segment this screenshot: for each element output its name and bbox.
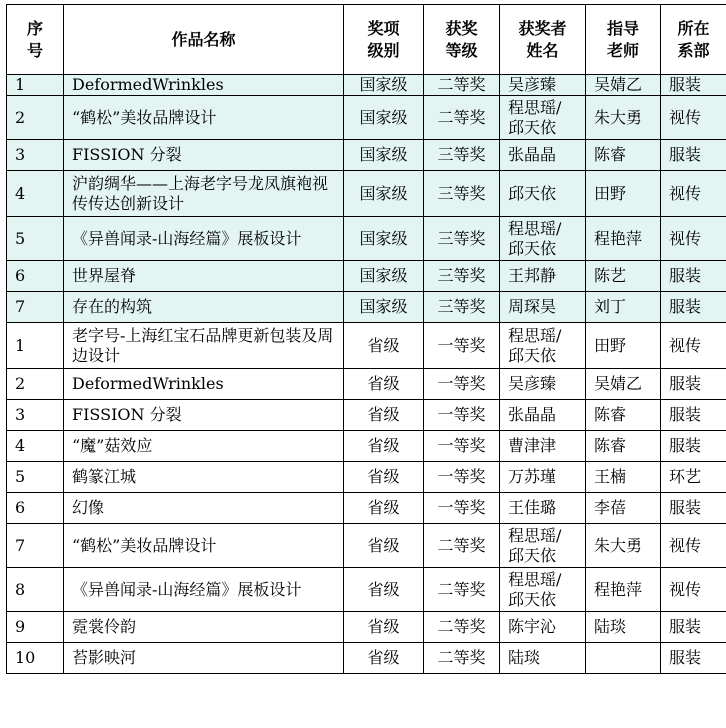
cell-winner (500, 75, 586, 96)
cell-grade-text: 二等奖 (437, 648, 485, 667)
cell-title-text: 存在的构筑 (72, 297, 152, 316)
cell-level-text: 国家级 (359, 75, 407, 94)
cell-teacher (586, 493, 661, 524)
cell-index-text: 1 (15, 336, 25, 355)
header-title (64, 5, 344, 75)
header-teacher-label: 指导老师 (605, 18, 640, 62)
cell-index (7, 261, 64, 292)
cell-title-text: “魔”菇效应 (72, 436, 152, 455)
cell-index-text: 1 (15, 75, 25, 94)
cell-teacher (586, 292, 661, 323)
cell-level (344, 524, 424, 568)
header-grade (424, 5, 500, 75)
cell-department-text: 视传 (669, 336, 701, 355)
cell-teacher-text: 陆琰 (594, 617, 626, 636)
table-row (7, 643, 726, 674)
cell-title-text: 《异兽闻录-山海经篇》展板设计 (72, 580, 301, 599)
cell-winner-text: 陆琰 (508, 648, 572, 668)
cell-level (344, 140, 424, 171)
cell-index (7, 96, 64, 140)
cell-department (661, 217, 726, 261)
cell-title (64, 369, 344, 400)
cell-level-text: 国家级 (359, 297, 407, 316)
cell-grade (424, 217, 500, 261)
cell-index (7, 462, 64, 493)
cell-index-text: 2 (15, 108, 25, 127)
header-index-label: 序号 (26, 18, 44, 62)
cell-index (7, 524, 64, 568)
cell-department-text: 服装 (669, 436, 701, 455)
cell-teacher (586, 75, 661, 96)
cell-teacher (586, 96, 661, 140)
cell-department (661, 400, 726, 431)
cell-title (64, 493, 344, 524)
awards-table-container (6, 4, 726, 674)
table-header (7, 5, 726, 75)
cell-level (344, 400, 424, 431)
cell-index-text: 7 (15, 536, 25, 555)
cell-grade-text: 一等奖 (437, 374, 485, 393)
cell-winner-text: 陈宇沁 (508, 617, 572, 637)
table-row (7, 323, 726, 369)
cell-level-text: 国家级 (359, 108, 407, 127)
cell-teacher (586, 171, 661, 217)
cell-department (661, 493, 726, 524)
cell-winner-text: 邱天依 (508, 184, 572, 204)
cell-department (661, 261, 726, 292)
cell-grade-text: 三等奖 (437, 184, 485, 203)
cell-winner (500, 96, 586, 140)
cell-teacher (586, 140, 661, 171)
cell-department-text: 服装 (669, 648, 701, 667)
cell-grade-text: 一等奖 (437, 336, 485, 355)
cell-teacher (586, 524, 661, 568)
cell-grade-text: 一等奖 (437, 405, 485, 424)
cell-grade-text: 二等奖 (437, 108, 485, 127)
cell-winner-text: 吴彦臻 (508, 374, 572, 394)
cell-grade (424, 75, 500, 96)
cell-department-text: 服装 (669, 75, 701, 94)
header-row (7, 5, 726, 75)
header-winner (500, 5, 586, 75)
cell-department (661, 524, 726, 568)
cell-index-text: 5 (15, 229, 25, 248)
cell-department (661, 568, 726, 612)
cell-teacher-text: 陈睿 (594, 405, 626, 424)
cell-grade (424, 524, 500, 568)
cell-index-text: 9 (15, 617, 25, 636)
header-title-label: 作品名称 (171, 29, 235, 51)
cell-grade (424, 462, 500, 493)
cell-index (7, 171, 64, 217)
cell-grade-text: 三等奖 (437, 145, 485, 164)
table-row (7, 431, 726, 462)
cell-level-text: 省级 (367, 498, 399, 517)
cell-title (64, 171, 344, 217)
cell-title (64, 75, 344, 96)
cell-winner-text: 张晶晶 (508, 145, 572, 165)
cell-winner (500, 431, 586, 462)
cell-title (64, 217, 344, 261)
cell-department-text: 服装 (669, 498, 701, 517)
cell-grade (424, 96, 500, 140)
cell-department-text: 服装 (669, 617, 701, 636)
cell-index-text: 4 (15, 436, 25, 455)
table-row (7, 75, 726, 96)
cell-teacher-text: 李蓓 (594, 498, 626, 517)
cell-winner (500, 292, 586, 323)
cell-title (64, 524, 344, 568)
cell-grade (424, 431, 500, 462)
cell-title-text: FISSION 分裂 (72, 405, 182, 424)
cell-index (7, 643, 64, 674)
cell-level (344, 643, 424, 674)
cell-level (344, 462, 424, 493)
table-row (7, 140, 726, 171)
cell-department-text: 视传 (669, 580, 701, 599)
cell-index-text: 6 (15, 266, 25, 285)
cell-index (7, 493, 64, 524)
cell-index-text: 3 (15, 405, 25, 424)
cell-grade-text: 一等奖 (437, 467, 485, 486)
cell-winner-text: 曹津津 (508, 436, 572, 456)
cell-title (64, 323, 344, 369)
cell-teacher-text: 田野 (594, 336, 626, 355)
cell-title (64, 261, 344, 292)
cell-winner (500, 217, 586, 261)
cell-teacher-text: 刘丁 (594, 297, 626, 316)
header-department (661, 5, 726, 75)
cell-teacher-text: 朱大勇 (594, 536, 642, 555)
cell-grade-text: 二等奖 (437, 617, 485, 636)
cell-department-text: 环艺 (669, 467, 701, 486)
header-winner-label: 获奖者姓名 (517, 18, 568, 62)
cell-level (344, 369, 424, 400)
cell-teacher (586, 568, 661, 612)
cell-title (64, 400, 344, 431)
awards-table (6, 4, 726, 674)
cell-teacher-text: 吴婧乙 (594, 374, 642, 393)
cell-level (344, 612, 424, 643)
cell-title-text: FISSION 分裂 (72, 145, 182, 164)
cell-index (7, 75, 64, 96)
cell-level (344, 431, 424, 462)
cell-grade-text: 一等奖 (437, 436, 485, 455)
header-index (7, 5, 64, 75)
cell-winner (500, 524, 586, 568)
cell-grade-text: 三等奖 (437, 229, 485, 248)
cell-level (344, 75, 424, 96)
header-department-label: 所在系部 (676, 18, 711, 62)
cell-level (344, 96, 424, 140)
header-teacher (586, 5, 661, 75)
cell-department-text: 服装 (669, 374, 701, 393)
cell-title-text: 幻像 (72, 498, 104, 517)
cell-grade-text: 三等奖 (437, 297, 485, 316)
cell-winner (500, 568, 586, 612)
cell-department (661, 369, 726, 400)
cell-winner-text: 程思瑶/邱天依 (508, 98, 572, 138)
cell-grade (424, 261, 500, 292)
cell-level-text: 省级 (367, 405, 399, 424)
cell-title-text: DeformedWrinkles (72, 374, 224, 393)
table-row (7, 292, 726, 323)
cell-department (661, 292, 726, 323)
cell-grade-text: 三等奖 (437, 266, 485, 285)
header-grade-label: 获奖等级 (444, 18, 479, 62)
cell-title-text: 世界屋脊 (72, 266, 136, 285)
cell-department (661, 612, 726, 643)
cell-grade (424, 643, 500, 674)
cell-winner (500, 612, 586, 643)
cell-winner-text: 周琛昊 (508, 297, 572, 317)
cell-department (661, 643, 726, 674)
cell-title (64, 292, 344, 323)
cell-teacher-text: 程艳萍 (594, 229, 642, 248)
cell-grade (424, 323, 500, 369)
cell-index (7, 323, 64, 369)
cell-teacher (586, 261, 661, 292)
cell-winner (500, 493, 586, 524)
cell-title-text: 沪韵绸华——上海老字号龙凤旗袍视传传达创新设计 (72, 174, 328, 213)
cell-winner (500, 171, 586, 217)
cell-index (7, 400, 64, 431)
cell-department-text: 服装 (669, 145, 701, 164)
cell-title-text: 鹤篆江城 (72, 467, 136, 486)
cell-winner (500, 323, 586, 369)
cell-level-text: 省级 (367, 580, 399, 599)
cell-grade (424, 171, 500, 217)
cell-level-text: 省级 (367, 436, 399, 455)
cell-winner (500, 643, 586, 674)
cell-level-text: 省级 (367, 617, 399, 636)
cell-level-text: 国家级 (359, 266, 407, 285)
cell-department (661, 171, 726, 217)
cell-department (661, 323, 726, 369)
cell-winner (500, 140, 586, 171)
cell-winner-text: 程思瑶/邱天依 (508, 526, 572, 566)
cell-department (661, 140, 726, 171)
cell-department-text: 服装 (669, 266, 701, 285)
cell-level-text: 省级 (367, 467, 399, 486)
cell-level-text: 省级 (367, 536, 399, 555)
cell-teacher (586, 643, 661, 674)
cell-level-text: 省级 (367, 336, 399, 355)
cell-grade (424, 292, 500, 323)
cell-title-text: “鹤松”美妆品牌设计 (72, 108, 216, 127)
cell-grade (424, 400, 500, 431)
cell-level-text: 省级 (367, 648, 399, 667)
cell-title (64, 568, 344, 612)
cell-teacher-text: 程艳萍 (594, 580, 642, 599)
cell-level-text: 国家级 (359, 229, 407, 248)
cell-grade-text: 二等奖 (437, 536, 485, 555)
table-row (7, 612, 726, 643)
cell-index (7, 369, 64, 400)
cell-teacher (586, 369, 661, 400)
cell-grade-text: 一等奖 (437, 498, 485, 517)
cell-level (344, 323, 424, 369)
cell-winner (500, 369, 586, 400)
cell-index (7, 217, 64, 261)
cell-winner (500, 261, 586, 292)
cell-teacher (586, 462, 661, 493)
cell-winner-text: 吴彦臻 (508, 75, 572, 95)
cell-index-text: 4 (15, 184, 25, 203)
cell-winner (500, 462, 586, 493)
cell-index-text: 8 (15, 580, 25, 599)
cell-teacher-text: 陈睿 (594, 145, 626, 164)
cell-teacher-text: 朱大勇 (594, 108, 642, 127)
cell-title-text: “鹤松”美妆品牌设计 (72, 536, 216, 555)
cell-department-text: 视传 (669, 108, 701, 127)
cell-level (344, 568, 424, 612)
cell-title (64, 96, 344, 140)
table-row (7, 400, 726, 431)
cell-teacher-text: 王楠 (594, 467, 626, 486)
cell-winner-text: 王佳璐 (508, 498, 572, 518)
table-row (7, 524, 726, 568)
cell-teacher (586, 323, 661, 369)
table-row (7, 96, 726, 140)
cell-teacher-text: 陈睿 (594, 436, 626, 455)
cell-department (661, 431, 726, 462)
cell-grade (424, 369, 500, 400)
cell-title (64, 462, 344, 493)
cell-title (64, 612, 344, 643)
table-row (7, 493, 726, 524)
cell-department-text: 服装 (669, 297, 701, 316)
cell-title-text: 苔影映河 (72, 648, 136, 667)
cell-teacher (586, 612, 661, 643)
cell-title (64, 643, 344, 674)
cell-level (344, 171, 424, 217)
table-row (7, 171, 726, 217)
cell-winner-text: 程思瑶/邱天依 (508, 326, 572, 366)
cell-index (7, 140, 64, 171)
cell-title-text: 霓裳伶韵 (72, 617, 136, 636)
cell-winner (500, 400, 586, 431)
cell-index-text: 3 (15, 145, 25, 164)
cell-winner-text: 王邦静 (508, 266, 572, 286)
cell-department (661, 462, 726, 493)
cell-index (7, 292, 64, 323)
cell-index (7, 612, 64, 643)
table-body (7, 75, 726, 674)
cell-title-text: 《异兽闻录-山海经篇》展板设计 (72, 229, 301, 248)
cell-grade (424, 568, 500, 612)
cell-title (64, 431, 344, 462)
cell-level (344, 292, 424, 323)
cell-winner-text: 张晶晶 (508, 405, 572, 425)
cell-level-text: 国家级 (359, 184, 407, 203)
cell-teacher-text: 陈艺 (594, 266, 626, 285)
cell-winner-text: 程思瑶/邱天依 (508, 219, 572, 259)
cell-teacher-text: 吴婧乙 (594, 75, 642, 94)
cell-level-text: 省级 (367, 374, 399, 393)
cell-teacher-text: 田野 (594, 184, 626, 203)
cell-department (661, 75, 726, 96)
cell-department-text: 服装 (669, 405, 701, 424)
header-level-label: 奖项级别 (366, 18, 401, 62)
cell-index (7, 431, 64, 462)
cell-index-text: 2 (15, 374, 25, 393)
cell-grade (424, 140, 500, 171)
header-level (344, 5, 424, 75)
cell-department-text: 视传 (669, 184, 701, 203)
cell-grade (424, 493, 500, 524)
table-row (7, 217, 726, 261)
table-row (7, 568, 726, 612)
cell-index-text: 6 (15, 498, 25, 517)
cell-grade-text: 二等奖 (437, 75, 485, 94)
cell-teacher (586, 217, 661, 261)
cell-winner-text: 万苏瑾 (508, 467, 572, 487)
cell-index-text: 10 (15, 648, 35, 667)
cell-title-text: DeformedWrinkles (72, 75, 224, 94)
cell-index-text: 7 (15, 297, 25, 316)
cell-teacher (586, 431, 661, 462)
cell-teacher (586, 400, 661, 431)
cell-grade (424, 612, 500, 643)
cell-level (344, 261, 424, 292)
table-row (7, 369, 726, 400)
cell-department-text: 视传 (669, 536, 701, 555)
table-row (7, 462, 726, 493)
cell-level (344, 217, 424, 261)
cell-department-text: 视传 (669, 229, 701, 248)
cell-department (661, 96, 726, 140)
cell-winner-text: 程思瑶/邱天依 (508, 570, 572, 610)
cell-index (7, 568, 64, 612)
cell-title-text: 老字号-上海红宝石品牌更新包装及周边设计 (72, 326, 333, 365)
cell-grade-text: 二等奖 (437, 580, 485, 599)
cell-index-text: 5 (15, 467, 25, 486)
cell-level-text: 国家级 (359, 145, 407, 164)
cell-level (344, 493, 424, 524)
table-row (7, 261, 726, 292)
cell-title (64, 140, 344, 171)
